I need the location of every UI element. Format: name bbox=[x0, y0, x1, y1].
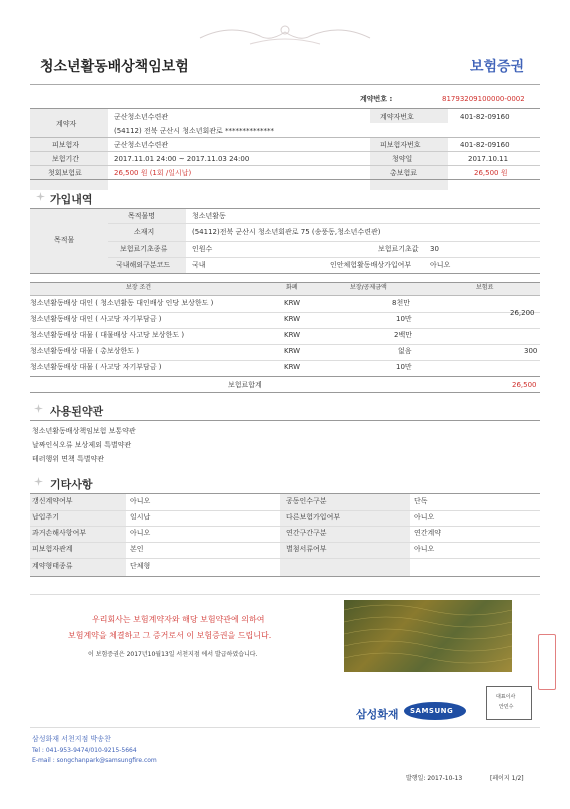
location-value: (54112)전북 군산시 청소년회관로 75 (송풍동,청소년수련관) bbox=[192, 228, 381, 236]
total-premium-sum-label: 보험료합계 bbox=[228, 381, 262, 389]
subscription-date-label: 청약일 bbox=[392, 155, 413, 163]
agent-email: E-mail : songchanpark@samsungfire.com bbox=[32, 757, 157, 764]
issue-date: 발행일: 2017-10-13 bbox=[406, 775, 463, 782]
period-label: 보험기간 bbox=[52, 155, 80, 163]
coverage-row: 청소년활동배상 대인 ( 청소년활동 대인배상 인당 보상한도 ) KRW 8천만 bbox=[30, 296, 540, 313]
total-premium-label: 총보험료 bbox=[390, 169, 418, 177]
insured-id: 401-82-09160 bbox=[460, 141, 510, 149]
coverage-row: 청소년활동배상 대물 ( 대물배상 사고당 보상한도 ) KRW 2백만 bbox=[30, 328, 540, 345]
insured-label: 피보험자 bbox=[52, 141, 80, 149]
first-premium-label: 첫회보험료 bbox=[48, 169, 82, 177]
contract-number-value: 81793209100000-0002 bbox=[442, 95, 525, 103]
premium-basis-value: 인원수 bbox=[192, 245, 213, 253]
insured-id-label: 피보험자번호 bbox=[380, 141, 421, 149]
other-row: 피보험자관계 본인 별첨서류여부 아니오 bbox=[30, 542, 540, 559]
premium-basis-label: 보험료기초종류 bbox=[120, 245, 168, 253]
period-value: 2017.11.01 24:00 ~ 2017.11.03 24:00 bbox=[114, 155, 250, 163]
terms-item: 날짜인식오류 보상제외 특별약관 bbox=[32, 441, 132, 449]
samsung-logo-text: SAMSUNG bbox=[410, 707, 454, 715]
insured-name: 군산청소년수련관 bbox=[114, 141, 169, 149]
total-premium-sum-value: 26,500 bbox=[512, 381, 537, 389]
other-row: 갱신계약여부 아니오 공동인수구분 단독 bbox=[30, 494, 540, 511]
issue-note: 이 보험증권은 2017년10월13일 서천지점 에서 발급하였습니다. bbox=[88, 651, 258, 658]
samsung-logo bbox=[404, 702, 466, 720]
enrollment-table bbox=[30, 208, 540, 274]
terms-section-title: 사용된약관 bbox=[50, 405, 104, 418]
representative-stamp: 대표이사 안민수 bbox=[486, 686, 532, 720]
coverage-row: 청소년활동배상 대물 ( 총보상한도 ) KRW 없음 300 bbox=[30, 344, 540, 361]
agent-name: 삼성화재 서천지점 박송찬 bbox=[32, 735, 111, 743]
section-bullet-icon bbox=[36, 192, 45, 201]
coverage-table bbox=[30, 282, 540, 394]
enrollment-section-title: 가입내역 bbox=[50, 193, 93, 206]
company-name: 삼성화재 bbox=[356, 708, 399, 721]
joined-liability-label: 인안체험활동배상가입여부 bbox=[330, 261, 412, 269]
notice-line2: 보험계약을 체결하고 그 증거로서 이 보험증권을 드립니다. bbox=[68, 631, 272, 640]
coverage-row: 청소년활동배상 대물 ( 사고당 자기부담금 ) KRW 10만 bbox=[30, 360, 540, 377]
section-bullet-icon bbox=[34, 477, 43, 486]
policyholder-name: 군산청소년수련관 bbox=[114, 113, 169, 121]
first-premium-value: 26,500 원 (1회 /일시납) bbox=[114, 169, 192, 177]
terms-item: 테러행위 면책 특별약관 bbox=[32, 455, 105, 463]
location-label: 소재지 bbox=[134, 228, 155, 236]
premium-group1: 26,200 bbox=[510, 309, 535, 317]
total-premium-value: 26,500 원 bbox=[474, 169, 508, 177]
policyholder-address: (54112) 전북 군산시 청소년회관로 ************** bbox=[114, 127, 275, 135]
coverage-header-currency: 화폐 bbox=[286, 284, 298, 291]
contract-table bbox=[30, 108, 540, 191]
coverage-header-amount: 보장/공제금액 bbox=[350, 284, 387, 291]
policy-title: 청소년활동배상책임보험 bbox=[40, 59, 189, 75]
other-section-title: 기타사항 bbox=[50, 478, 93, 491]
terms-item: 청소년활동배상책임보험 보통약관 bbox=[32, 427, 136, 435]
premium-base-amount-label: 보험료기초값 bbox=[378, 245, 419, 253]
object-label: 목적물 bbox=[54, 236, 75, 244]
notice-line1: 우리회사는 보험계약자와 해당 보험약관에 의하여 bbox=[92, 615, 265, 624]
header-ornament bbox=[190, 18, 380, 48]
contract-number-label: 계약번호 : bbox=[360, 95, 393, 103]
region-label: 국내해외구분코드 bbox=[116, 261, 171, 269]
premium-base-amount-value: 30 bbox=[430, 245, 439, 253]
object-type-value: 청소년활동 bbox=[192, 212, 226, 220]
coverage-header-premium: 보험료 bbox=[476, 284, 494, 291]
other-row: 납입주기 일시납 다른보험가입여부 아니오 bbox=[30, 510, 540, 527]
joined-liability-value: 아니오 bbox=[430, 261, 451, 269]
other-row: 과거손해사항여부 아니오 연간구간구분 연간계약 bbox=[30, 526, 540, 543]
subscription-date-value: 2017.10.11 bbox=[468, 155, 509, 163]
policyholder-id: 401-82-09160 bbox=[460, 113, 510, 121]
other-table bbox=[30, 493, 540, 577]
policyholder-label: 계약자 bbox=[56, 120, 77, 128]
agent-tel: Tel : 041-953-9474/010-9215-5664 bbox=[32, 747, 137, 754]
coverage-row: 청소년활동배상 대인 ( 사고당 자기부담금 ) KRW 10만 bbox=[30, 312, 540, 329]
coverage-header-condition: 보장 조건 bbox=[126, 284, 152, 291]
region-value: 국내 bbox=[192, 261, 206, 269]
policyholder-id-label: 계약자번호 bbox=[380, 113, 414, 121]
page-indicator: [페이지 1/2] bbox=[490, 775, 524, 782]
header-rule bbox=[30, 84, 540, 85]
red-seal bbox=[538, 634, 556, 690]
object-type-label: 목적물명 bbox=[128, 212, 156, 220]
document-type-title: 보험증권 bbox=[470, 59, 525, 75]
other-row: 계약형태종류 단체형 bbox=[32, 562, 151, 570]
hologram-seal bbox=[344, 600, 512, 672]
section-bullet-icon bbox=[34, 404, 43, 413]
premium-group2: 300 bbox=[524, 347, 538, 355]
